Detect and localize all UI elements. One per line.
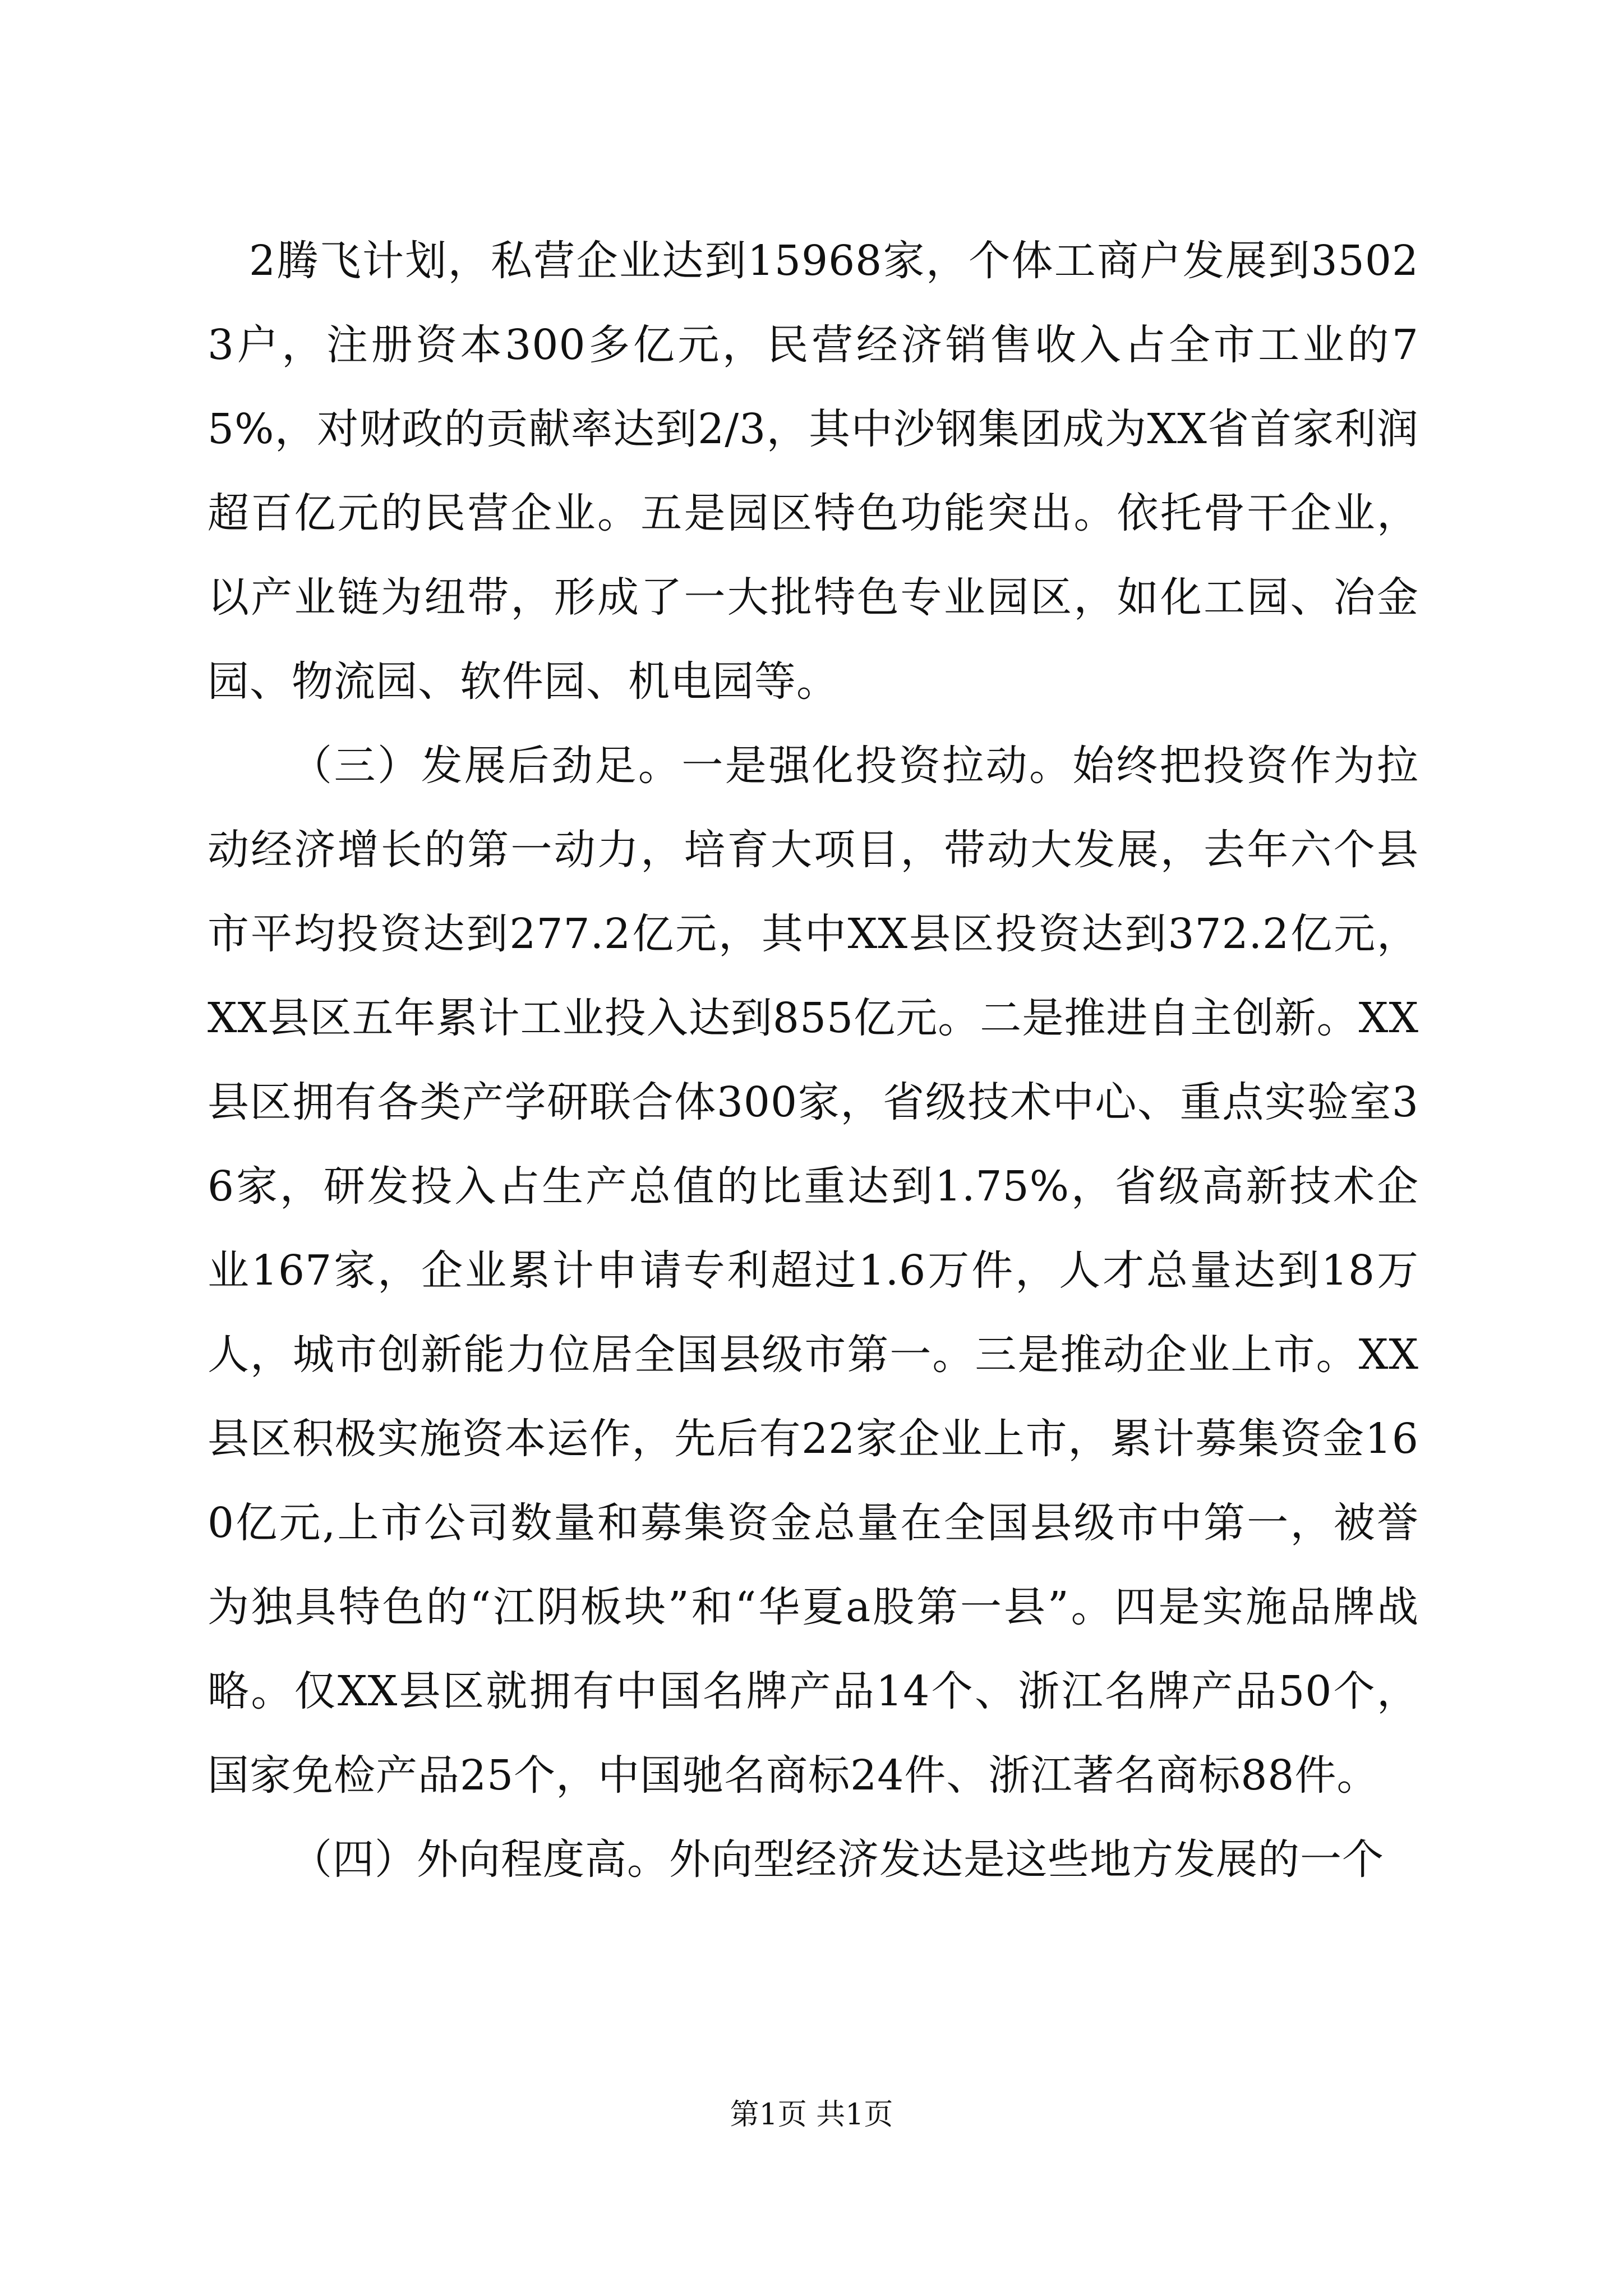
paragraph-2: （三）发展后劲足。一是强化投资拉动。始终把投资作为拉动经济增长的第一动力，培育大项目，带动大发展，去年六个县市平均投资达到277.2亿元，其中XX县区投资达到372.2亿元，XX县区五年累计工业投入达到855亿元。二是推进自主创新。XX县区拥有各类产学研联合体300家，省级技术中心、重点实验室36家，研发投入占生产总值的比重达到1.75%，省级高新技术企业167家，企业累计申请专利超过1.6万件，人才总量达到18万人，城市创新能力位居全国县级市第一。三是推动企业上市。XX县区积极实施资本运作，先后有22家企业上市，累计募集资金160亿元,上市公司数量和募集资金总量在全国县级市中第一，被誉为独具特色的“江阴板块”和“华夏a股第一县”。四是实施品牌战略。仅XX县区就拥有中国名牌产品14个、浙江名牌产品50个，国家免检产品25个，中国驰名商标24件、浙江著名商标88件。 <box>208 742 1419 1800</box>
paragraph-1: 2腾飞计划，私营企业达到15968家，个体工商户发展到35023户，注册资本300多亿元，民营经济销售收入占全市工业的75%，对财政的贡献率达到2/3，其中沙钢集团成为XX省首家利润超百亿元的民营企业。五是园区特色功能突出。依托骨干企业，以产业链为纽带，形成了一大批特色专业园区，如化工园、冶金园、物流园、软件园、机电园等。 <box>208 237 1419 706</box>
page-footer <box>0 2092 1623 2137</box>
page-number-label: 第1页 共1页 <box>730 2098 893 2132</box>
paragraph-3: （四）外向程度高。外向型经济发达是这些地方发展的一个 <box>291 1835 1384 1884</box>
document-body <box>208 219 1419 1902</box>
